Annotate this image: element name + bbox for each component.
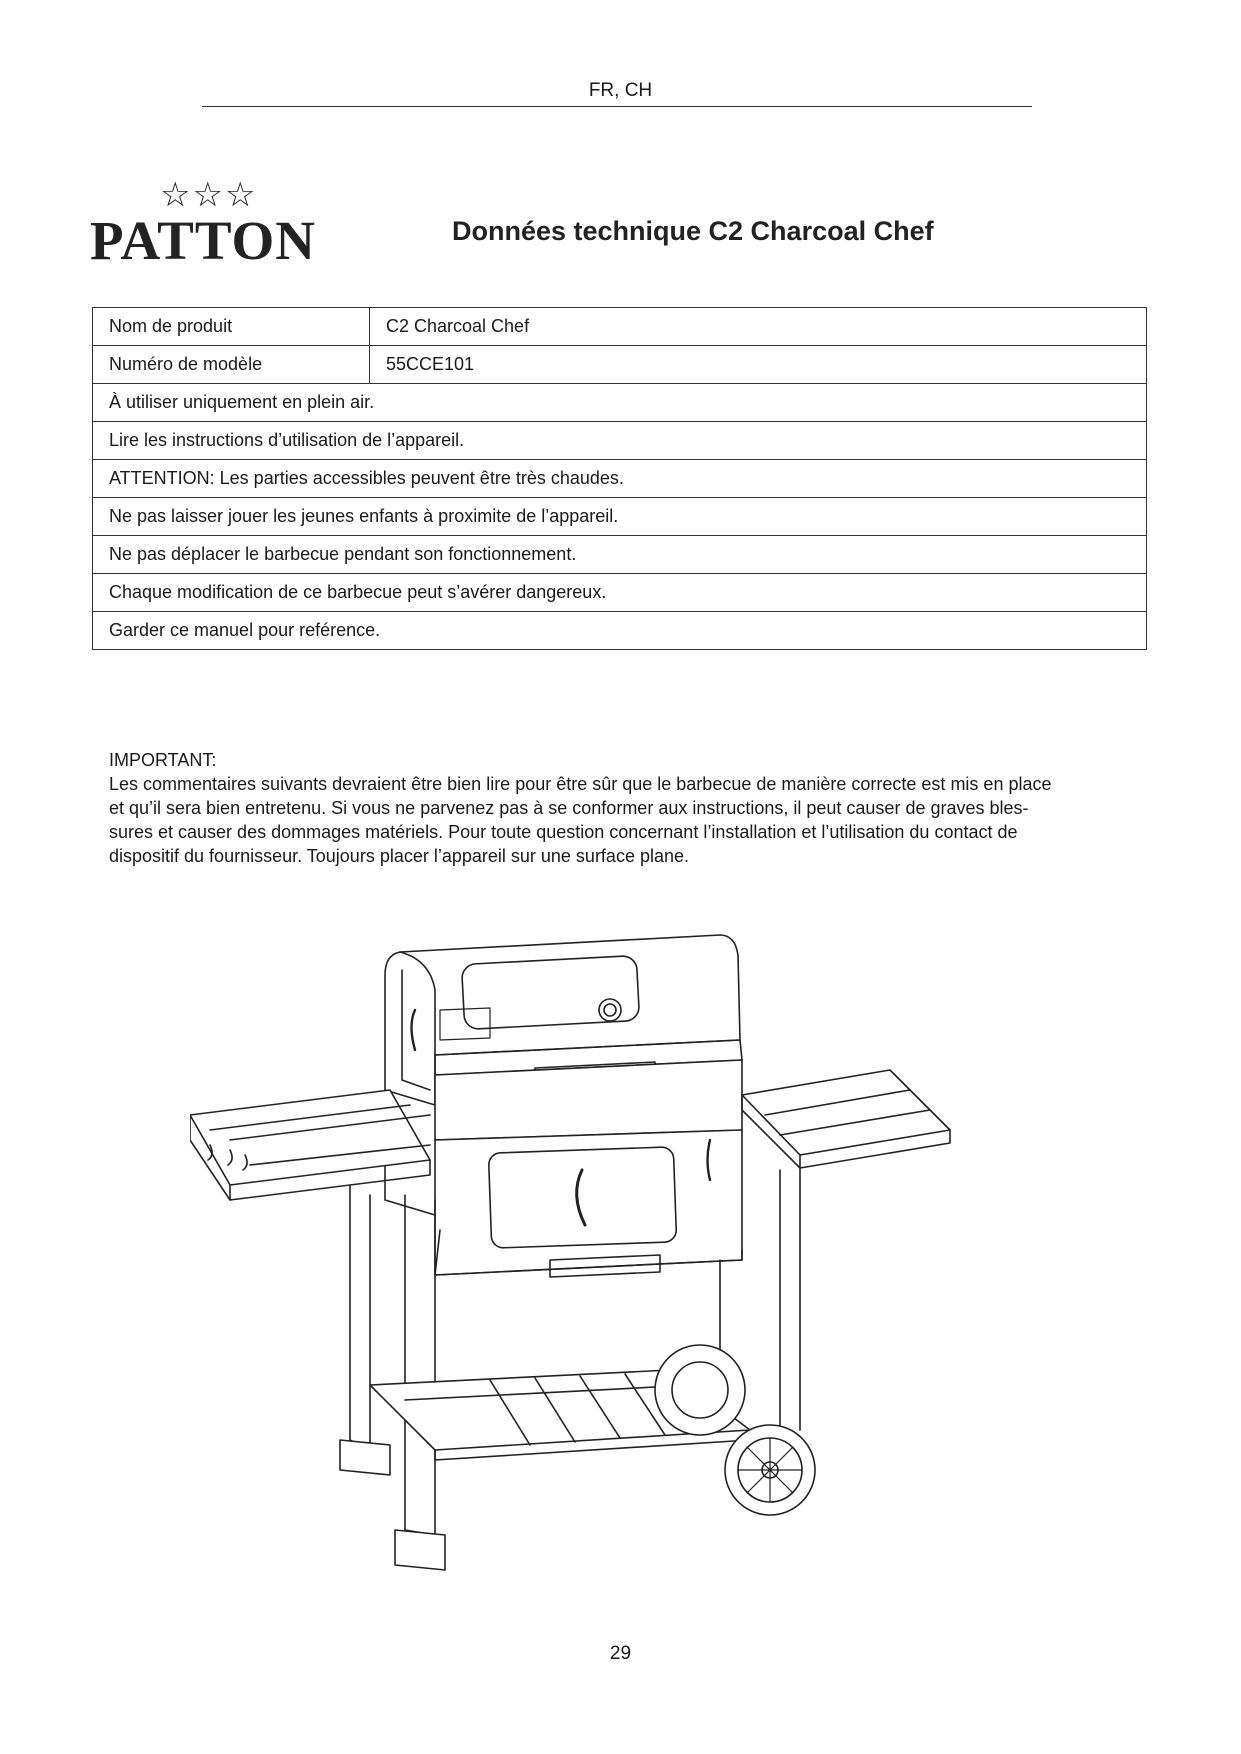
- header-divider: [202, 106, 1032, 107]
- spec-key: Nom de produit: [93, 308, 370, 346]
- spec-value: C2 Charcoal Chef: [370, 308, 1147, 346]
- notice-cell: Ne pas laisser jouer les jeunes enfants à proximite de l’appareil.: [93, 498, 1147, 536]
- important-line: sures et causer des dommages matériels. Pour toute question concernant l’installation et l’utilisation du contact de: [109, 822, 1018, 842]
- spec-value: 55CCE101: [370, 346, 1147, 384]
- notice-cell: Lire les instructions d’utilisation de l’appareil.: [93, 422, 1147, 460]
- spec-table: [92, 307, 1147, 650]
- spec-key: Numéro de modèle: [93, 346, 370, 384]
- table-row: [93, 574, 1147, 612]
- table-row: [93, 384, 1147, 422]
- page-title: Données technique C2 Charcoal Chef: [452, 216, 934, 246]
- notice-cell: À utiliser uniquement en plein air.: [93, 384, 1147, 422]
- logo-stars-icon: ☆☆☆: [160, 176, 258, 214]
- grill-right-shelf: [742, 1070, 950, 1168]
- notice-cell: Ne pas déplacer le barbecue pendant son fonctionnement.: [93, 536, 1147, 574]
- logo-wordmark: PATTON: [90, 210, 317, 271]
- table-row: [93, 422, 1147, 460]
- grill-illustration: [190, 930, 1010, 1600]
- table-row: [93, 612, 1147, 650]
- page-number: 29: [609, 1643, 632, 1664]
- patton-logo: [90, 178, 330, 278]
- table-row: [93, 460, 1147, 498]
- table-row: [93, 498, 1147, 536]
- important-notice: [109, 748, 1139, 868]
- notice-cell: Garder ce manuel pour reférence.: [93, 612, 1147, 650]
- important-line: et qu’il sera bien entretenu. Si vous ne parvenez pas à se conformer aux instructions, il peut causer de graves bles-: [109, 798, 1029, 818]
- grill-left-shelf: [190, 1090, 430, 1200]
- important-line: Les commentaires suivants devraient être bien lire pour être sûr que le barbecue de manière correcte est mis en place: [109, 774, 1052, 794]
- grill-firebox: [385, 1060, 742, 1277]
- notice-cell: ATTENTION: Les parties accessibles peuvent être très chaudes.: [93, 460, 1147, 498]
- important-heading: IMPORTANT:: [109, 750, 217, 770]
- header-language-label: FR, CH: [588, 80, 653, 101]
- table-row: [93, 536, 1147, 574]
- important-line: dispositif du fournisseur. Toujours placer l’appareil sur une surface plane.: [109, 846, 689, 866]
- notice-cell: Chaque modification de ce barbecue peut s’avérer dangereux.: [93, 574, 1147, 612]
- table-row: [93, 308, 1147, 346]
- table-row: [93, 346, 1147, 384]
